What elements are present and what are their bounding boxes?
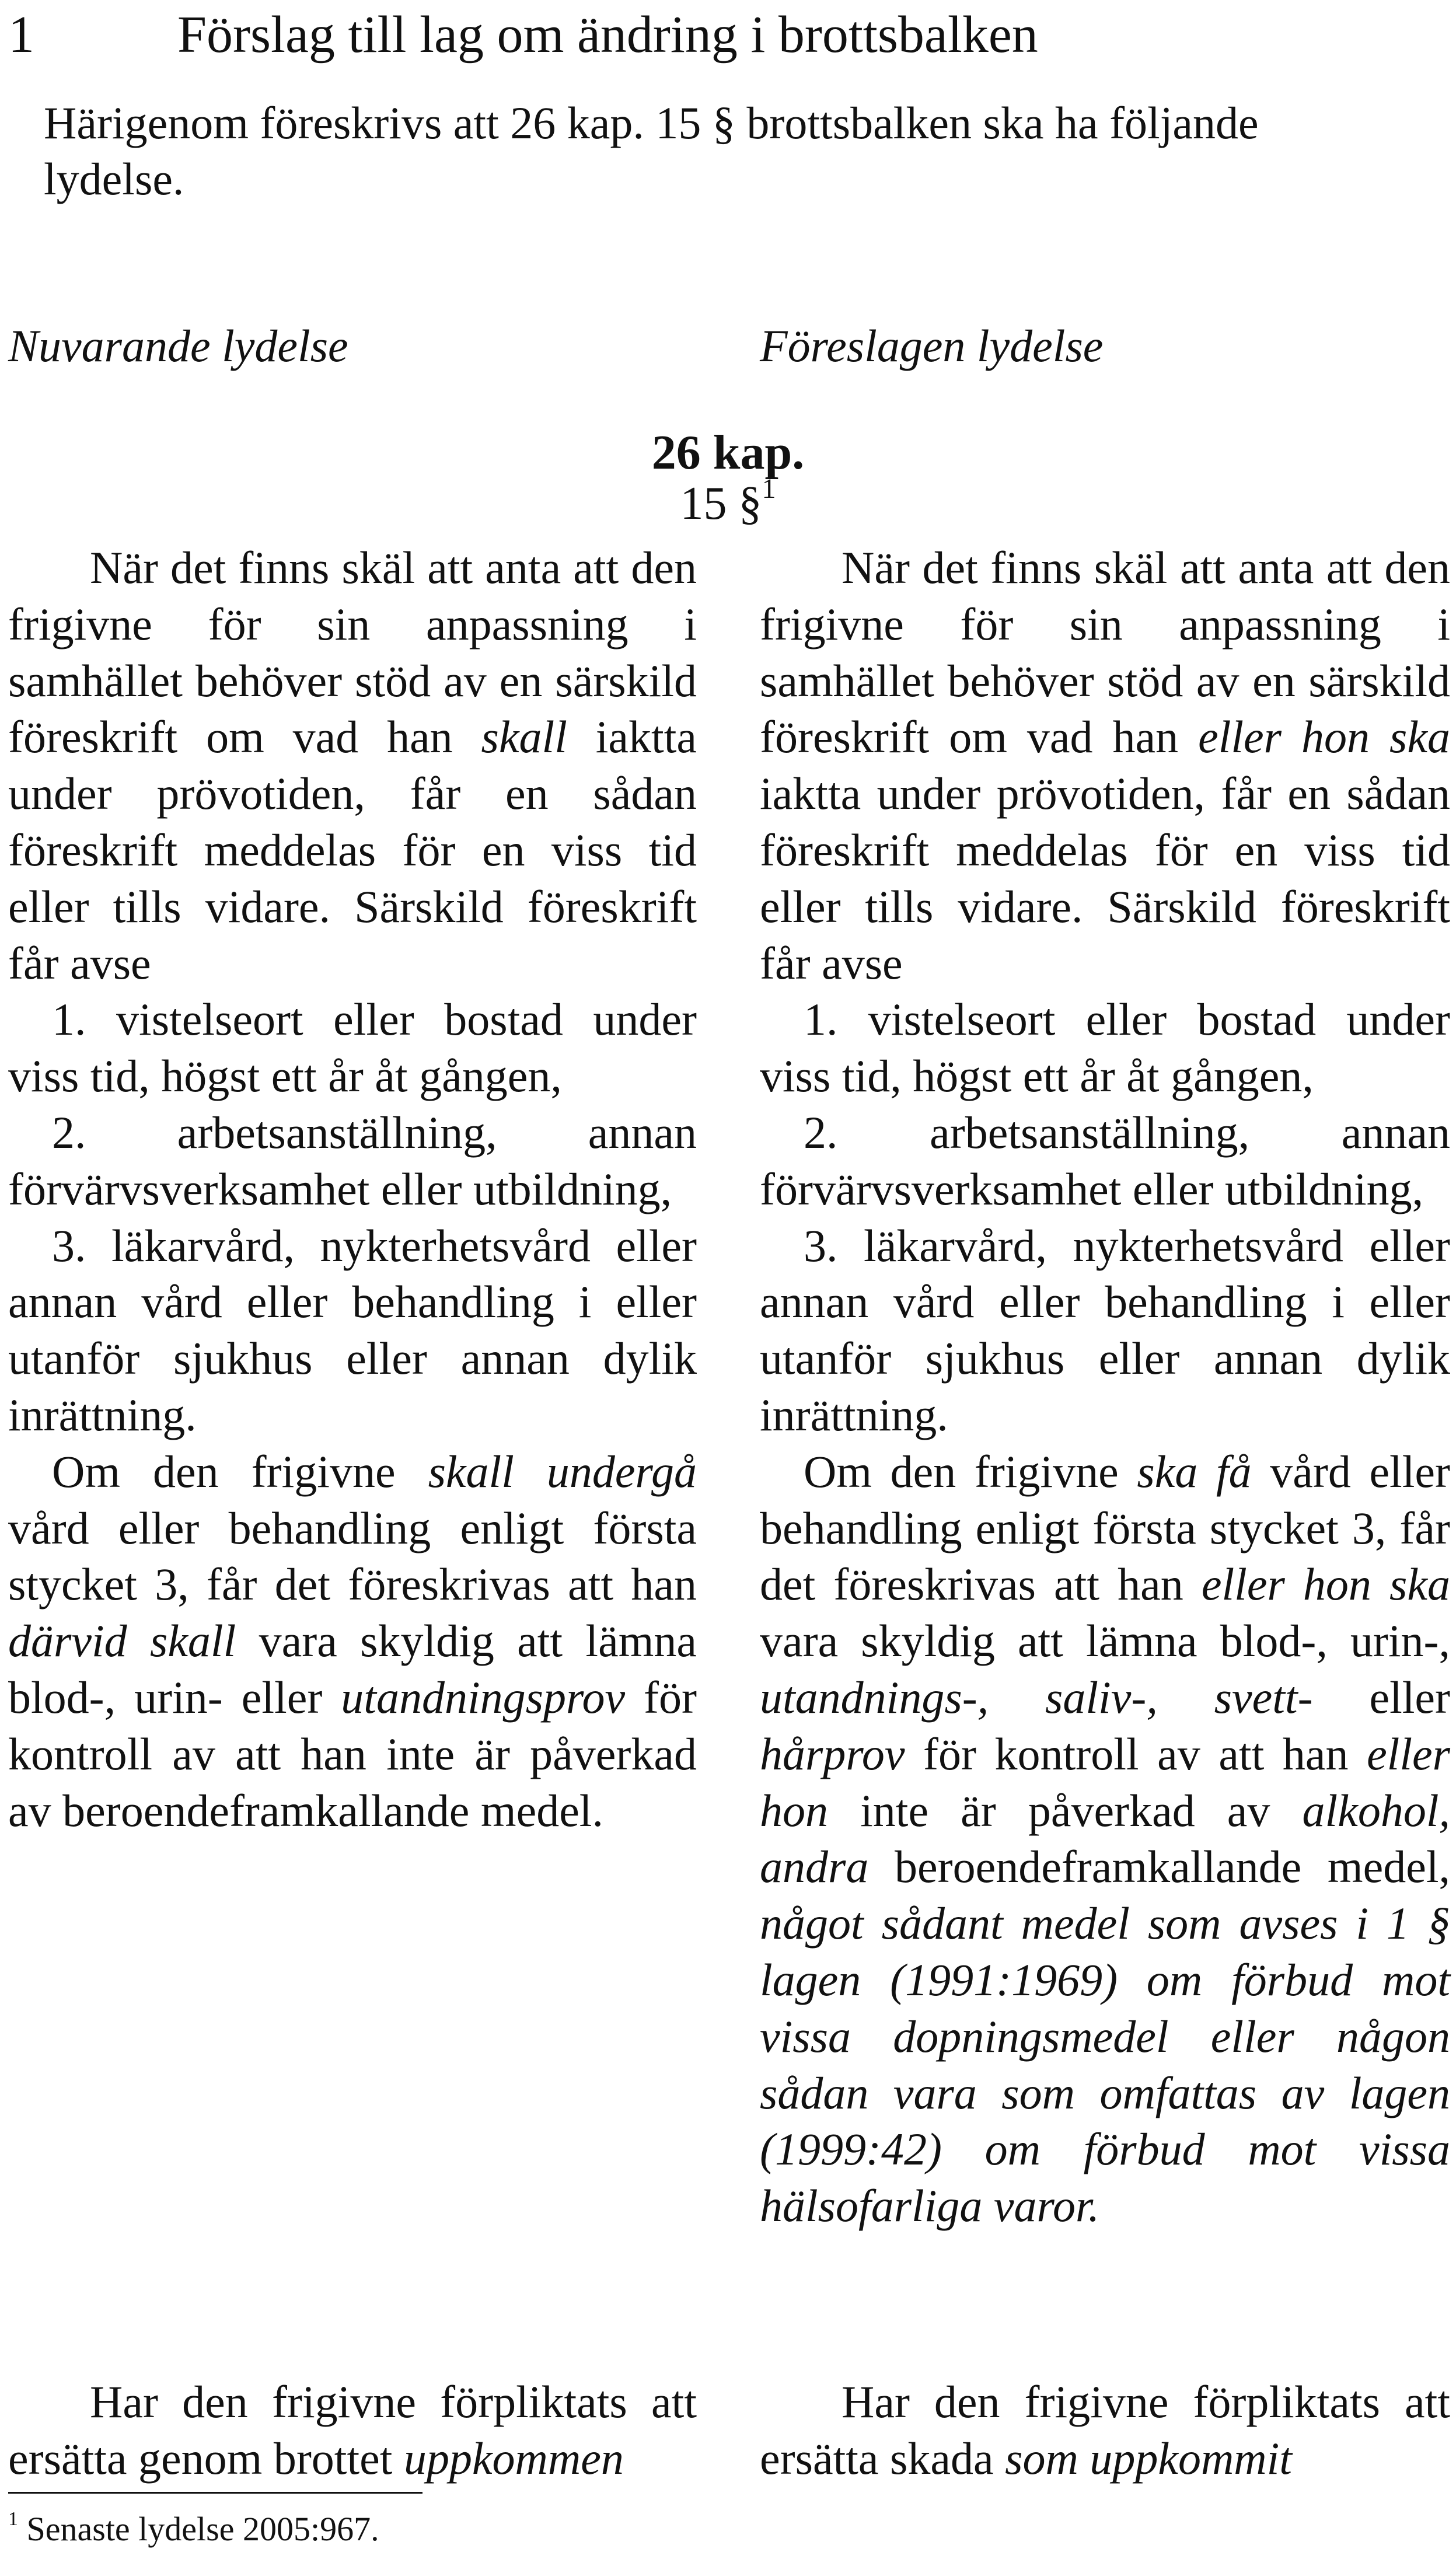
- proposed-item-2: 2. arbetsanställning, annan förvärvsverksamhet eller utbildning,: [760, 1106, 1450, 1214]
- current-paragraph-1: När det finns skäl att anta att den frigivne för sin anpassning i samhället behöver stöd av en särskild föreskrift om vad han skall iaktta under prövotiden, får en sådan föreskrift meddelas för en viss tid eller tills vidare. Särskild föreskrift får avse: [8, 542, 697, 989]
- footnote-reference: 1: [762, 473, 776, 505]
- proposed-paragraph-3: Har den frigivne förpliktats att ersätta skada som uppkommit: [760, 2376, 1450, 2484]
- proposed-item-3: 3. läkarvård, nykterhetsvård eller annan vård eller behandling i eller utanför sjukhus eller annan dylik inrättning.: [760, 1220, 1450, 1440]
- intro-paragraph: [44, 95, 1444, 207]
- current-item-3: 3. läkarvård, nykterhetsvård eller annan vård eller behandling i eller utanför sjukhus eller annan dylik inrättning.: [8, 1220, 697, 1440]
- proposed-wording-label: Föreslagen lydelse: [760, 320, 1104, 371]
- proposed-item-1: 1. vistelseort eller bostad under viss tid, högst ett år åt gången,: [760, 994, 1450, 1102]
- footnote-marker: 1: [8, 2508, 18, 2530]
- footnote-text: Senaste lydelse 2005:967.: [18, 2510, 379, 2548]
- current-paragraph-3: Har den frigivne förpliktats att ersätta genom brottet uppkommen: [8, 2376, 697, 2484]
- heading-number: 1: [8, 6, 34, 64]
- footnote: [8, 2509, 379, 2548]
- document-heading: [8, 6, 1038, 64]
- current-paragraph-2: Om den frigivne skall undergå vård eller behandling enligt första stycket 3, får det föreskrivas att han därvid skall vara skyldig att lämna blod-, urin- eller utandningsprov för kontroll av att han inte är påverkad av beroendeframkallande medel.: [8, 1446, 697, 1836]
- proposed-wording-column: [760, 540, 1451, 2484]
- current-wording-label: Nuvarande lydelse: [8, 320, 348, 371]
- heading-title: Förslag till lag om ändring i brottsbalken: [177, 6, 1038, 64]
- proposed-paragraph-1: När det finns skäl att anta att den frigivne för sin anpassning i samhället behöver stöd av en särskild föreskrift om vad han eller hon ska iaktta under prövotiden, får en sådan föreskrift meddelas för en viss tid eller tills vidare. Särskild föreskrift får avse: [760, 542, 1450, 989]
- section-label: 15 §: [680, 478, 762, 529]
- section-heading: [0, 473, 1456, 530]
- intro-line-2: lydelse.: [44, 153, 184, 204]
- current-wording-column: [8, 540, 697, 2484]
- current-item-2: 2. arbetsanställning, annan förvärvsverksamhet eller utbildning,: [8, 1106, 697, 1214]
- intro-line-1: Härigenom föreskrivs att 26 kap. 15 § brottsbalken ska ha följande: [44, 97, 1259, 148]
- proposed-paragraph-2: Om den frigivne ska få vård eller behandling enligt första stycket 3, får det föreskrivas att han eller hon ska vara skyldig att lämna blod-, urin-, utandnings-, saliv-, svett- eller hårprov för kontroll av att han eller hon inte är påverkad av alkohol, andra beroendeframkallande medel, något sådant medel som avses i 1 § lagen (1991:1969) om förbud mot vissa dopningsmedel eller någon sådan vara som omfattas av lagen (1999:42) om förbud mot vissa hälsofarliga varor.: [760, 1446, 1451, 2232]
- chapter-heading: 26 kap.: [651, 425, 805, 480]
- footnote-divider: [8, 2492, 423, 2494]
- current-item-1: 1. vistelseort eller bostad under viss tid, högst ett år åt gången,: [8, 994, 697, 1102]
